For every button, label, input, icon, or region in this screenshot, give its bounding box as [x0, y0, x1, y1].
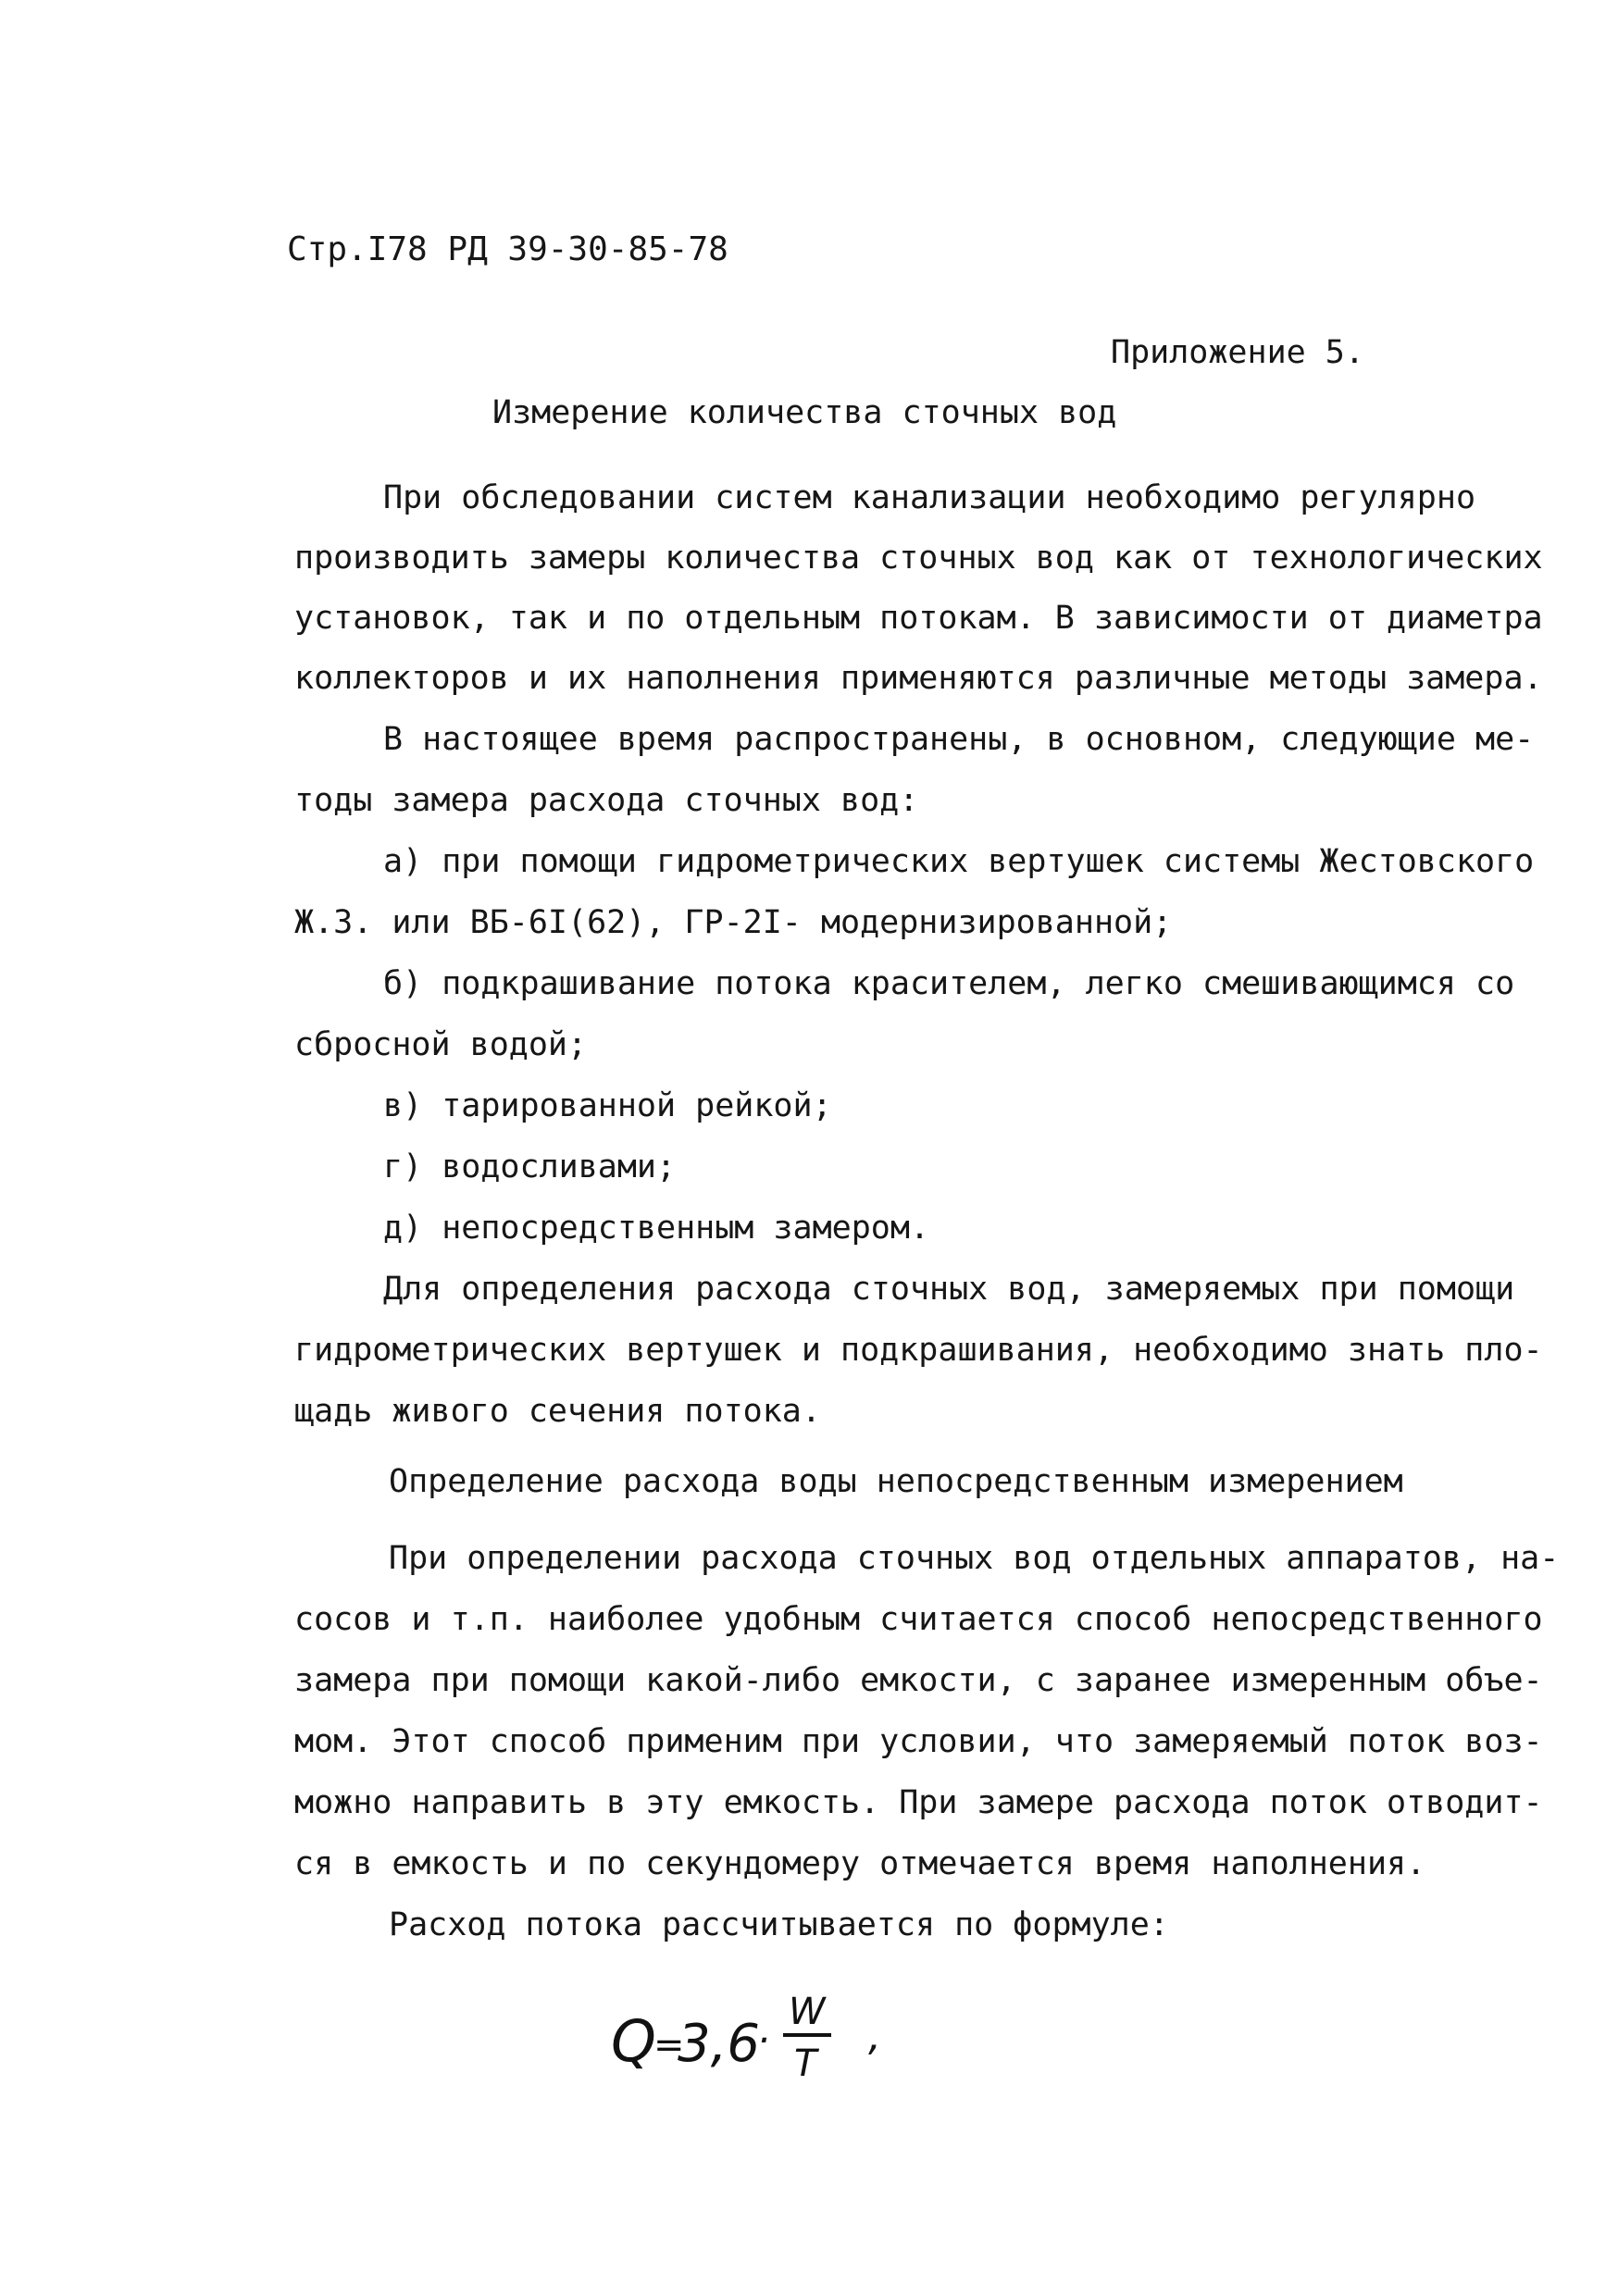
page-title: Измерение количества сточных вод — [492, 394, 1117, 431]
formula-intro: Расход потока рассчитывается по формуле: — [389, 1906, 1169, 1943]
section-subtitle: Определение расхода воды непосредственным измерением — [389, 1463, 1403, 1500]
method-b-line: б) подкрашивание потока красителем, легко смешивающимся со — [383, 965, 1515, 1002]
intro-line: коллекторов и их наполнения применяются различные методы замера. — [294, 660, 1543, 697]
method-a-line: а) при помощи гидрометрических вертушек системы Жестовского — [383, 843, 1535, 880]
intro-line: установок, так и по отдельным потокам. В зависимости от диаметра — [294, 600, 1543, 637]
direct-method-line: сосов и т.п. наиболее удобным считается способ непосредственного — [294, 1601, 1543, 1638]
area-note-line: гидрометрических вертушек и подкрашивания, необходимо знать пло- — [294, 1332, 1543, 1369]
method-b-line: сбросной водой; — [294, 1026, 588, 1063]
intro-line: При обследовании систем канализации необходимо регулярно — [383, 479, 1476, 516]
direct-method-line: При определении расхода сточных вод отдельных аппаратов, на- — [389, 1540, 1560, 1577]
area-note-line: Для определения расхода сточных вод, замеряемых при помощи — [383, 1271, 1515, 1308]
method-a-line: Ж.З. или ВБ-6I(62), ГР-2I- модернизированной; — [294, 904, 1173, 941]
formula-equals: = — [653, 2024, 685, 2066]
intro-line: производить замеры количества сточных вод как от технологических — [294, 540, 1543, 577]
methods-intro-line: В настоящее время распространены, в основном, следующие ме- — [383, 721, 1535, 758]
direct-method-line: замера при помощи какой-либо емкости, с заранее измеренным объе- — [294, 1662, 1543, 1699]
page-code: Стр.I78 РД 39-30-85-78 — [287, 230, 728, 268]
method-c: в) тарированной рейкой; — [383, 1087, 832, 1124]
formula-coefficient: 3,6 — [678, 2014, 761, 2074]
formula-denominator: T — [794, 2042, 817, 2085]
formula-trailing-comma: , — [868, 2013, 881, 2060]
formula-lhs: Q — [611, 2007, 656, 2075]
formula-dot: · — [757, 2017, 770, 2063]
methods-intro-line: тоды замера расхода сточных вод: — [294, 782, 919, 819]
method-e: д) непосредственным замером. — [383, 1210, 930, 1247]
direct-method-line: можно направить в эту емкость. При замере расхода поток отводит- — [294, 1784, 1543, 1821]
flow-rate-formula — [592, 1976, 907, 2105]
appendix-label: Приложение 5. — [1111, 334, 1364, 371]
formula-numerator: W — [789, 1991, 826, 2033]
method-d: г) водосливами; — [383, 1148, 677, 1185]
direct-method-line: мом. Этот способ применим при условии, что замеряемый поток воз- — [294, 1723, 1543, 1760]
direct-method-line: ся в емкость и по секундомеру отмечается время наполнения. — [294, 1845, 1426, 1882]
area-note-line: щадь живого сечения потока. — [294, 1393, 821, 1430]
